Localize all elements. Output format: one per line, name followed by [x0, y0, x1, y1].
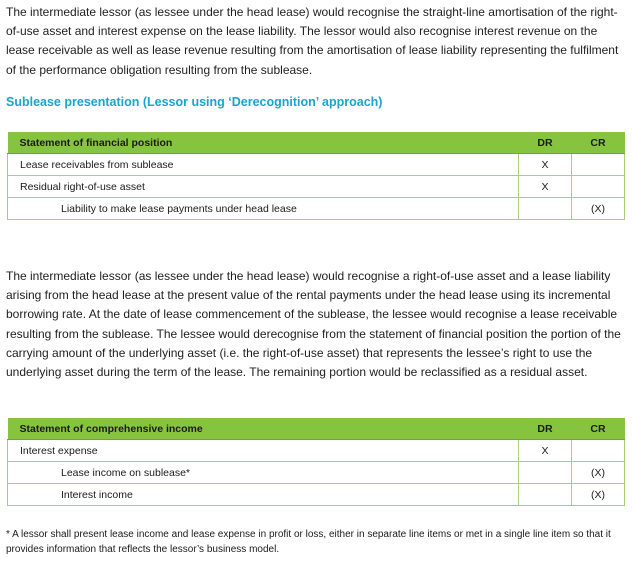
cr-column-header: CR	[572, 418, 625, 440]
comprehensive-income-table	[7, 418, 625, 506]
cr-column-header: CR	[572, 132, 625, 154]
table-row	[8, 198, 625, 220]
table-row	[8, 154, 625, 176]
table-row	[8, 462, 625, 484]
row-label: Residual right-of-use asset	[8, 176, 519, 198]
row-label: Interest income	[8, 484, 519, 506]
table-header-row	[8, 418, 625, 440]
cr-cell: (X)	[572, 462, 625, 484]
row-label: Lease income on sublease*	[8, 462, 519, 484]
intro-paragraph: The intermediate lessor (as lessee under the head lease) would recognise the straight-line amortisation of the right-of-use asset and interest expense on the lease liability. The lessor would also recognise interest revenue on the lease receivable as well as lease revenue resulting from the amortisation of lease liability representing the fulfilment of the performance obligation resulting from the sublease.	[6, 5, 619, 77]
dr-column-header: DR	[519, 132, 572, 154]
table-header-title: Statement of financial position	[8, 132, 519, 154]
table-row	[8, 176, 625, 198]
cr-cell	[572, 440, 625, 462]
dr-cell	[519, 198, 572, 220]
row-label: Lease receivables from sublease	[8, 154, 519, 176]
dr-cell: X	[519, 154, 572, 176]
table-row	[8, 440, 625, 462]
cr-cell: (X)	[572, 484, 625, 506]
table-row	[8, 484, 625, 506]
table-header-title: Statement of comprehensive income	[8, 418, 519, 440]
financial-position-table	[7, 132, 625, 220]
dr-cell: X	[519, 176, 572, 198]
row-label: Liability to make lease payments under head lease	[8, 198, 519, 220]
section-heading: Sublease presentation (Lessor using ‘Derecognition’ approach)	[6, 95, 383, 109]
table-header-row	[8, 132, 625, 154]
row-label: Interest expense	[8, 440, 519, 462]
cr-cell	[572, 154, 625, 176]
dr-cell: X	[519, 440, 572, 462]
cr-cell	[572, 176, 625, 198]
explanation-paragraph: The intermediate lessor (as lessee under the head lease) would recognise a right-of-use asset and a lease liability arising from the head lease at the present value of the rental payments under the head lease using its incremental borrowing rate. At the date of lease commencement of the sublease, the lessee would recognise a lease receivable resulting from the sublease. The lessee would derecognise from the statement of financial position the portion of the carrying amount of the underlying asset (i.e. the right-of-use asset) that represents the lessee’s right to use the underlying asset during the term of the lease. The remaining portion would be reclassified as a residual asset.	[6, 269, 621, 380]
cr-cell: (X)	[572, 198, 625, 220]
dr-cell	[519, 484, 572, 506]
dr-column-header: DR	[519, 418, 572, 440]
footnote: * A lessor shall present lease income and lease expense in profit or loss, either in separate line items or met in a single line item so that it provides information that reflects the lessor’s business model.	[6, 529, 611, 555]
dr-cell	[519, 462, 572, 484]
